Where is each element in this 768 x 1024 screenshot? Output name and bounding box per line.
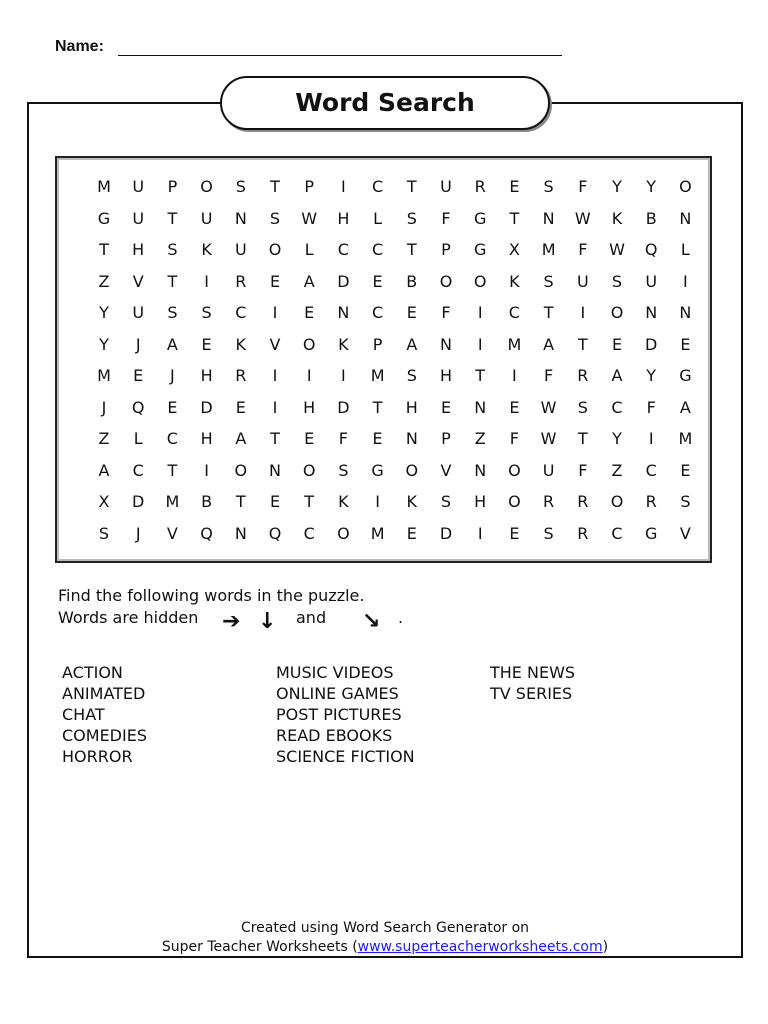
grid-letter: F	[646, 397, 656, 417]
grid-letter: Q	[131, 397, 145, 417]
word-item: ONLINE GAMES	[276, 684, 399, 703]
grid-letter: H	[303, 397, 316, 417]
grid-letter: C	[372, 177, 384, 196]
grid-letter: S	[406, 208, 417, 228]
grid-row	[57, 393, 710, 423]
grid-letter: F	[338, 429, 348, 448]
grid-letter: N	[337, 303, 350, 322]
page-title: Word Search	[220, 76, 550, 130]
grid-row	[57, 330, 710, 360]
grid-letter: K	[509, 271, 520, 291]
grid-letter: D	[337, 397, 350, 417]
grid-letter: F	[578, 177, 588, 196]
name-line[interactable]	[118, 55, 562, 56]
grid-letter: T	[543, 303, 554, 322]
grid-letter: Q	[644, 240, 658, 259]
word-item: READ EBOOKS	[276, 726, 393, 745]
grid-letter: D	[439, 523, 453, 543]
grid-letter: C	[611, 397, 623, 417]
grid-row	[57, 267, 710, 297]
grid-letter: F	[543, 366, 554, 385]
grid-letter: Q	[200, 523, 213, 543]
grid-letter: S	[577, 397, 588, 417]
grid-letter: A	[543, 334, 555, 354]
grid-letter: S	[338, 460, 349, 480]
grid-letter: N	[440, 334, 452, 354]
grid-letter: Q	[268, 523, 282, 543]
arrow-down-right-icon: ↘	[362, 609, 381, 634]
grid-letter: I	[683, 271, 688, 291]
grid-letter: S	[680, 492, 691, 511]
word-item: MUSIC VIDEOS	[276, 663, 394, 682]
grid-letter: L	[133, 429, 143, 448]
grid-letter: K	[201, 240, 212, 259]
grid-letter: K	[235, 334, 247, 354]
grid-row	[57, 298, 710, 328]
grid-letter: U	[645, 271, 658, 291]
grid-letter: O	[234, 460, 248, 480]
grid-letter: W	[609, 240, 625, 259]
grid-letter: G	[97, 208, 111, 228]
grid-letter: I	[204, 271, 209, 291]
word-item: ACTION	[62, 663, 123, 682]
grid-letter: G	[473, 208, 487, 228]
grid-letter: R	[577, 492, 589, 511]
footer-line-1: Created using Word Search Generator on	[240, 920, 530, 936]
grid-letter: T	[406, 240, 417, 259]
letter-grid	[55, 156, 712, 563]
grid-letter: R	[235, 271, 247, 291]
grid-letter: U	[542, 460, 555, 480]
grid-letter: S	[167, 240, 178, 259]
grid-letter: N	[542, 208, 555, 228]
word-list-column-2	[276, 662, 415, 767]
grid-letter: N	[645, 303, 658, 322]
grid-letter: R	[577, 366, 589, 385]
grid-letter: C	[132, 460, 144, 480]
grid-letter: C	[337, 240, 349, 259]
grid-letter: O	[268, 240, 282, 259]
grid-letter: I	[341, 177, 346, 196]
grid-letter: G	[371, 460, 384, 480]
grid-letter: O	[508, 460, 521, 480]
grid-letter: K	[611, 208, 623, 228]
grid-letter: T	[509, 208, 520, 228]
grid-letter: C	[303, 523, 315, 543]
grid-letter: O	[200, 177, 213, 196]
grid-letter: V	[679, 523, 691, 543]
grid-letter: E	[235, 397, 246, 417]
grid-letter: L	[680, 240, 690, 259]
grid-letter: L	[373, 208, 383, 228]
instructions-line-2: Words are hidden	[58, 608, 199, 627]
grid-letter: F	[441, 208, 451, 228]
grid-letter: S	[543, 271, 554, 291]
grid-letter: E	[611, 334, 623, 354]
grid-letter: W	[574, 208, 591, 228]
word-item: HORROR	[62, 747, 133, 766]
grid-letter: X	[98, 492, 110, 511]
grid-letter: E	[440, 397, 452, 417]
grid-letter: K	[338, 492, 349, 511]
word-list-column-3	[490, 662, 575, 704]
grid-letter: S	[543, 523, 554, 543]
grid-letter: R	[543, 492, 555, 511]
grid-letter: A	[679, 397, 691, 417]
arrow-down-icon: ↓	[258, 609, 277, 634]
grid-letter: S	[440, 492, 452, 511]
grid-letter: T	[577, 334, 588, 354]
grid-letter: E	[372, 271, 383, 291]
grid-letter: J	[135, 334, 141, 354]
grid-letter: D	[645, 334, 658, 354]
grid-letter: T	[167, 271, 178, 291]
grid-letter: D	[132, 492, 145, 511]
grid-letter: J	[101, 397, 107, 417]
grid-letter: N	[234, 523, 247, 543]
word-item: COMEDIES	[62, 726, 147, 745]
grid-letter: F	[578, 460, 588, 480]
grid-letter: O	[508, 492, 521, 511]
grid-letter: P	[441, 240, 451, 259]
grid-letter: V	[166, 523, 178, 543]
grid-letter: U	[440, 177, 452, 196]
grid-letter: P	[441, 429, 451, 448]
grid-letter: E	[406, 303, 417, 322]
grid-letter: S	[235, 177, 246, 196]
grid-letter: Y	[99, 303, 109, 322]
grid-letter: Y	[612, 177, 622, 196]
grid-letter: A	[235, 429, 247, 448]
grid-letter: O	[405, 460, 419, 480]
word-item: THE NEWS	[490, 663, 576, 682]
grid-letter: D	[337, 271, 350, 291]
grid-letter: E	[201, 334, 212, 354]
grid-letter: E	[133, 366, 144, 385]
grid-letter: N	[679, 303, 692, 322]
grid-letter: E	[509, 397, 520, 417]
grid-letter: S	[98, 523, 110, 543]
grid-letter: Z	[98, 271, 110, 291]
grid-letter: W	[540, 397, 557, 417]
grid-letter: O	[439, 271, 453, 291]
grid-letter: Y	[646, 177, 657, 196]
grid-letter: M	[370, 366, 385, 385]
grid-letter: T	[270, 429, 280, 448]
grid-letter: M	[370, 523, 385, 543]
grid-letter: C	[166, 429, 178, 448]
grid-letter: M	[507, 334, 522, 354]
grid-letter: U	[132, 303, 145, 322]
footer-line-2	[27, 939, 743, 955]
grid-letter: N	[679, 208, 692, 228]
grid-letter: C	[645, 460, 657, 480]
grid-letter: P	[167, 177, 178, 196]
grid-letter: O	[679, 177, 692, 196]
grid-row	[57, 519, 710, 549]
grid-letter: I	[306, 366, 312, 385]
grid-letter: A	[611, 366, 623, 385]
grid-letter: N	[474, 460, 487, 480]
grid-letter: G	[473, 240, 487, 259]
period: .	[398, 608, 404, 627]
grid-letter: B	[201, 492, 213, 511]
grid-letter: V	[132, 271, 144, 291]
grid-letter: E	[372, 429, 383, 448]
arrow-right-icon: ➔	[222, 609, 241, 634]
grid-letter: V	[269, 334, 281, 354]
grid-letter: S	[201, 303, 212, 322]
grid-letter: W	[540, 429, 557, 448]
grid-letter: E	[269, 492, 281, 511]
grid-letter: T	[304, 492, 315, 511]
word-list-column-1	[62, 662, 147, 767]
grid-letter: J	[170, 366, 175, 385]
grid-letter: L	[304, 240, 314, 259]
grid-letter: C	[235, 303, 247, 322]
grid-letter: S	[269, 208, 281, 228]
grid-letter: F	[509, 429, 519, 448]
grid-letter: O	[610, 492, 624, 511]
footer-suffix: )	[602, 939, 609, 955]
grid-letter: O	[302, 334, 316, 354]
grid-letter: O	[337, 523, 350, 543]
grid-letter: H	[200, 429, 213, 448]
grid-letter: A	[98, 460, 110, 480]
grid-letter: Y	[646, 366, 657, 385]
grid-letter: H	[200, 366, 213, 385]
grid-letter: F	[578, 240, 588, 259]
grid-letter: A	[406, 334, 418, 354]
instructions-line-1: Find the following words in the puzzle.	[58, 586, 365, 605]
grid-row	[57, 361, 710, 391]
grid-row	[57, 487, 710, 517]
grid-letter: P	[304, 177, 315, 196]
grid-letter: M	[165, 492, 180, 511]
and-label: and	[296, 608, 327, 627]
grid-letter: W	[301, 208, 318, 228]
grid-letter: Z	[611, 460, 623, 480]
grid-letter: T	[167, 208, 178, 228]
grid-letter: N	[405, 429, 418, 448]
grid-letter: A	[303, 271, 315, 291]
grid-letter: K	[406, 492, 418, 511]
grid-letter: N	[269, 460, 281, 480]
grid-letter: E	[680, 334, 691, 354]
grid-letter: T	[270, 177, 280, 196]
grid-letter: C	[508, 303, 520, 322]
grid-letter: Y	[612, 429, 622, 448]
grid-letter: H	[132, 240, 145, 259]
grid-letter: E	[509, 523, 520, 543]
grid-letter: T	[577, 429, 588, 448]
grid-letter: T	[167, 460, 178, 480]
grid-letter: N	[474, 397, 487, 417]
name-label: Name:	[55, 38, 104, 55]
word-item: ANIMATED	[62, 684, 146, 703]
grid-letter: I	[341, 366, 346, 385]
grid-letter: U	[234, 240, 247, 259]
grid-letter: R	[645, 492, 657, 511]
grid-letter: A	[166, 334, 178, 354]
grid-letter: I	[477, 303, 483, 322]
grid-letter: G	[679, 366, 692, 385]
grid-letter: Z	[474, 429, 486, 448]
grid-letter: R	[577, 523, 589, 543]
grid-letter: U	[132, 177, 145, 196]
footer-link[interactable]: www.superteacherworksheets.com	[357, 939, 603, 955]
word-item: POST PICTURES	[276, 705, 402, 724]
grid-letter: T	[372, 397, 383, 417]
grid-letter: E	[269, 271, 281, 291]
grid-letter: E	[680, 460, 691, 480]
grid-letter: I	[512, 366, 517, 385]
word-item: CHAT	[62, 705, 105, 724]
grid-letter: E	[167, 397, 178, 417]
grid-letter: H	[439, 366, 453, 385]
grid-letter: U	[200, 208, 213, 228]
grid-letter: Y	[99, 334, 109, 354]
grid-letter: D	[200, 397, 213, 417]
grid-letter: H	[337, 208, 350, 228]
grid-letter: C	[611, 523, 623, 543]
word-item: SCIENCE FICTION	[276, 747, 415, 766]
grid-letter: C	[372, 240, 384, 259]
grid-letter: O	[473, 271, 487, 291]
grid-letter: X	[508, 240, 520, 259]
grid-letter: I	[477, 523, 483, 543]
grid-row	[57, 204, 710, 234]
grid-letter: E	[406, 523, 417, 543]
grid-letter: E	[509, 177, 520, 196]
grid-letter: S	[406, 366, 417, 385]
grid-letter: I	[648, 429, 654, 448]
grid-letter: Z	[98, 429, 110, 448]
grid-letter: F	[441, 303, 451, 322]
grid-letter: J	[135, 523, 141, 543]
grid-letter: N	[234, 208, 247, 228]
grid-letter: U	[132, 208, 145, 228]
grid-letter: I	[272, 303, 278, 322]
grid-letter: K	[338, 334, 349, 354]
grid-letter: M	[97, 177, 111, 196]
grid-letter: I	[580, 303, 586, 322]
grid-letter: M	[97, 366, 111, 385]
grid-letter: B	[406, 271, 418, 291]
grid-letter: V	[440, 460, 452, 480]
grid-letter: G	[644, 523, 658, 543]
grid-letter: I	[477, 334, 483, 354]
grid-letter: E	[304, 429, 315, 448]
grid-letter: T	[406, 177, 417, 196]
grid-letter: O	[610, 303, 624, 322]
grid-letter: T	[475, 366, 486, 385]
footer-prefix: Super Teacher Worksheets (	[161, 939, 358, 955]
grid-letter: T	[235, 492, 246, 511]
grid-letter: M	[678, 429, 693, 448]
grid-letter: M	[541, 240, 556, 259]
word-item: TV SERIES	[490, 684, 573, 703]
grid-letter: I	[375, 492, 380, 511]
grid-letter: E	[304, 303, 315, 322]
grid-letter: I	[272, 397, 278, 417]
grid-letter: O	[302, 460, 316, 480]
grid-letter: T	[99, 240, 109, 259]
grid-letter: R	[474, 177, 486, 196]
grid-letter: S	[543, 177, 554, 196]
grid-row	[57, 456, 710, 486]
grid-letter: H	[405, 397, 418, 417]
grid-letter: U	[576, 271, 589, 291]
grid-letter: I	[272, 366, 278, 385]
grid-letter: S	[611, 271, 623, 291]
grid-row	[57, 235, 710, 265]
grid-row	[57, 172, 710, 202]
grid-letter: I	[204, 460, 209, 480]
grid-letter: H	[474, 492, 487, 511]
grid-letter: P	[372, 334, 383, 354]
grid-letter: R	[235, 366, 247, 385]
grid-row	[57, 424, 710, 454]
grid-letter: B	[645, 208, 657, 228]
grid-letter: C	[372, 303, 384, 322]
grid-letter: S	[167, 303, 178, 322]
